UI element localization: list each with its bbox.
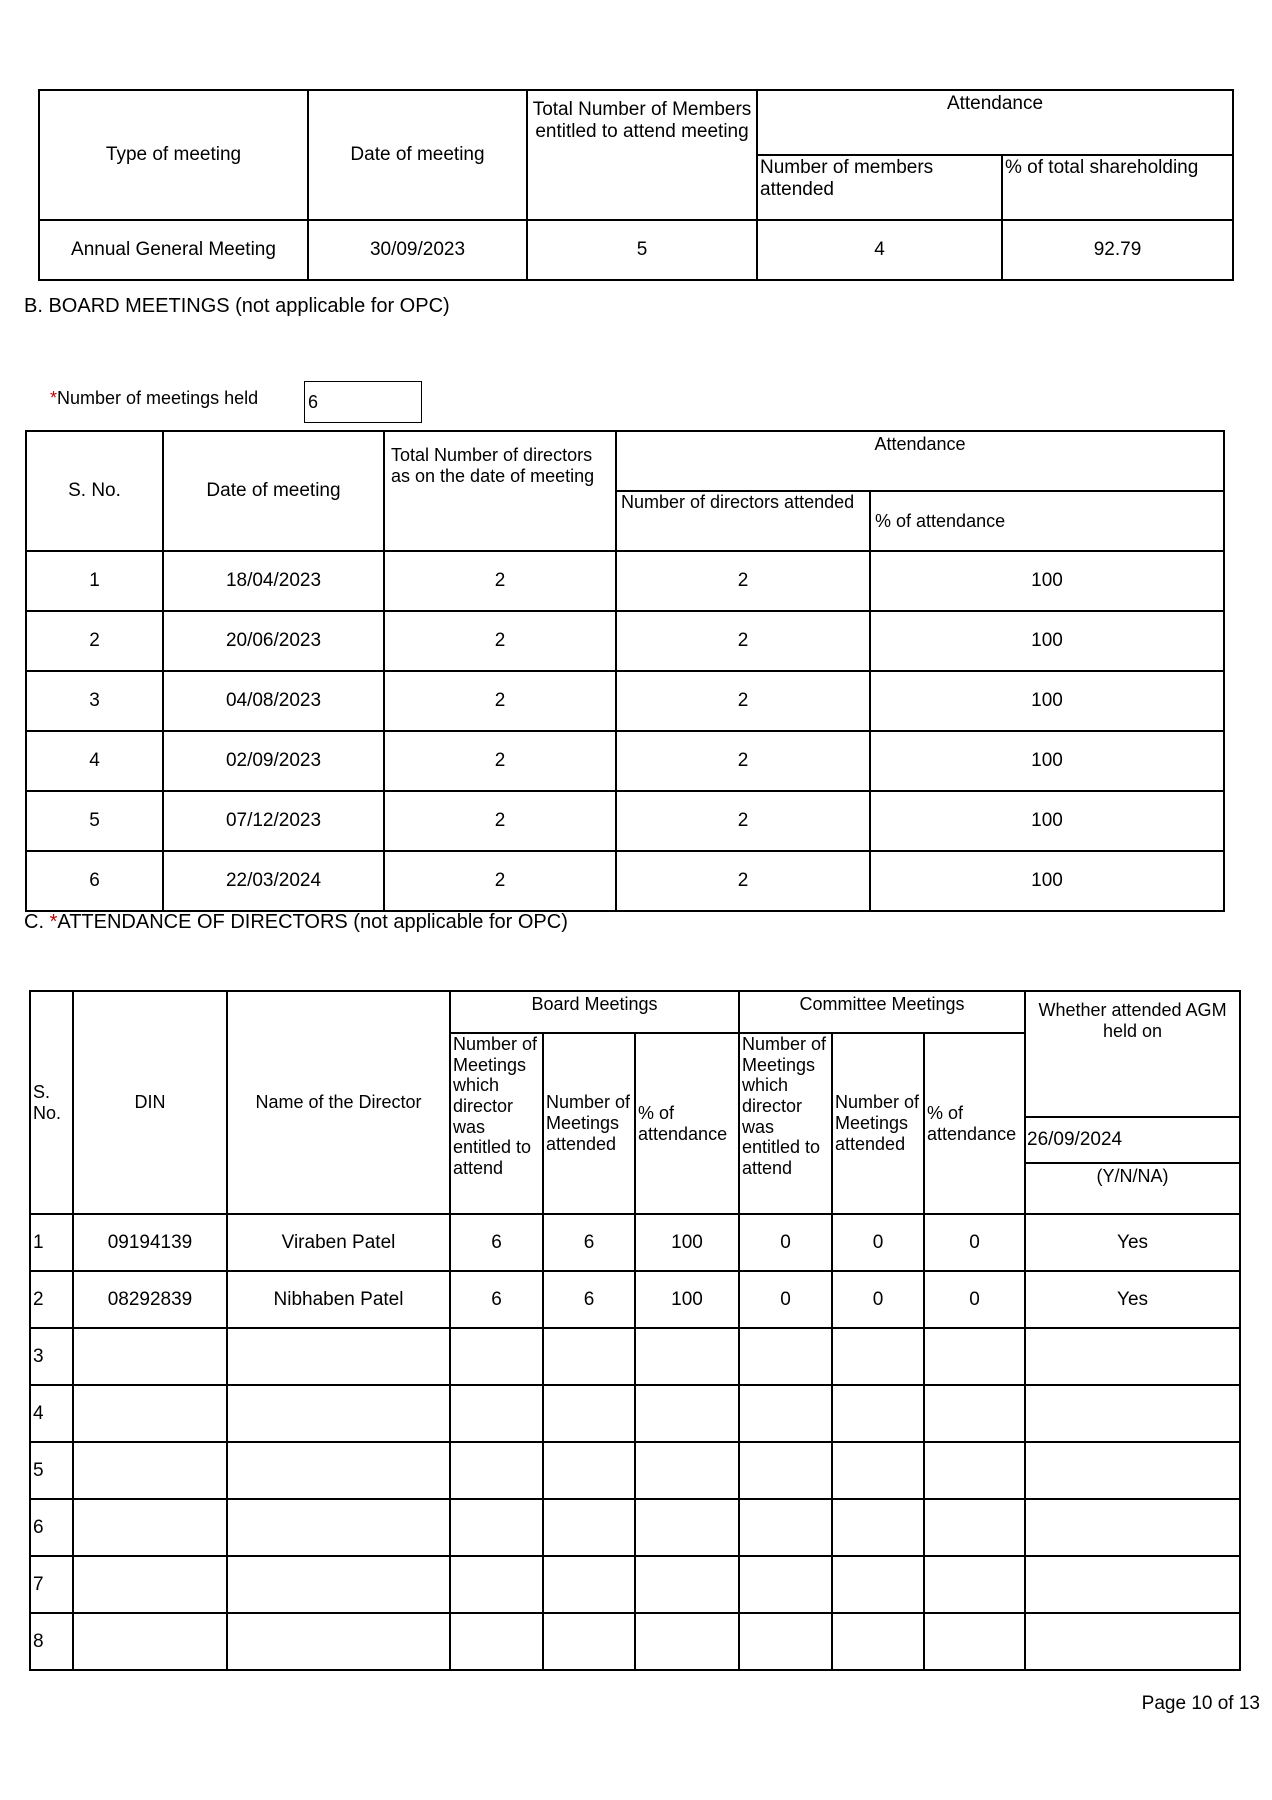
board-entitled-cell [450,1613,543,1670]
date-cell: 18/04/2023 [163,551,384,611]
committee-entitled-cell: 0 [739,1214,832,1271]
attended-cell: 2 [616,791,870,851]
board-pct-cell: 100 [635,1271,739,1328]
committee-pct-cell [924,1328,1025,1385]
sno-cell: 1 [26,551,163,611]
committee-attended-cell [832,1442,924,1499]
directors-attendance-table [29,990,1241,1671]
board-pct-cell [635,1442,739,1499]
required-mark: * [49,911,58,933]
sno-cell: 3 [26,671,163,731]
committee-pct-cell [924,1613,1025,1670]
agm-attended-cell [1025,1442,1240,1499]
header-shareholding: % of total shareholding [1002,155,1233,220]
pct-cell: 100 [870,851,1224,911]
table-row [26,731,1224,791]
header-date-of-meeting: Date of meeting [308,90,527,220]
board-attended-cell: 6 [543,1214,635,1271]
din-cell: 08292839 [73,1271,227,1328]
pct-cell: 100 [870,671,1224,731]
board-attended-cell [543,1499,635,1556]
date-cell: 04/08/2023 [163,671,384,731]
table-row [30,1499,1240,1556]
committee-pct-cell [924,1442,1025,1499]
date-cell: 22/03/2024 [163,851,384,911]
board-attended-cell: 6 [543,1271,635,1328]
table-row [30,1328,1240,1385]
header-board-attended: Number of Meetings attended [543,1033,635,1214]
table-row [26,851,1224,911]
section-prefix: C. [24,911,50,933]
director-name-cell [227,1442,450,1499]
directors-attendance-title [24,911,568,934]
board-meetings-table [25,430,1225,912]
committee-pct-cell [924,1499,1025,1556]
attended-cell: 2 [616,731,870,791]
sno-cell: 6 [30,1499,73,1556]
board-attended-cell [543,1328,635,1385]
board-meetings-title: B. BOARD MEETINGS (not applicable for OPC) [24,295,450,317]
header-total-directors: Total Number of directors as on the date of meeting [384,431,616,551]
agm-date: 26/09/2024 [1026,1118,1239,1164]
director-name-cell [227,1499,450,1556]
agm-attended-cell: Yes [1025,1271,1240,1328]
members-attended-cell: 4 [757,220,1002,280]
din-cell [73,1499,227,1556]
table-row [30,1385,1240,1442]
din-cell [73,1328,227,1385]
board-entitled-cell [450,1442,543,1499]
table-row [30,1556,1240,1613]
header-board-entitled: Number of Meetings which director was entitled to attend [450,1033,543,1214]
total-cell: 2 [384,611,616,671]
board-pct-cell: 100 [635,1214,739,1271]
director-name-cell [227,1328,450,1385]
table-row [26,671,1224,731]
sno-cell: 2 [26,611,163,671]
section-title-text: ATTENDANCE OF DIRECTORS (not applicable for OPC) [57,911,568,933]
sno-cell: 2 [30,1271,73,1328]
table-row [26,791,1224,851]
header-board-pct: % of attendance [635,1033,739,1214]
din-cell [73,1442,227,1499]
din-cell [73,1613,227,1670]
agm-attended-cell: Yes [1025,1214,1240,1271]
header-director-name: Name of the Director [227,991,450,1214]
sno-cell: 8 [30,1613,73,1670]
table-row [26,551,1224,611]
header-date-of-meeting: Date of meeting [163,431,384,551]
committee-attended-cell: 0 [832,1214,924,1271]
agm-attended-cell [1025,1328,1240,1385]
members-meeting-table [38,89,1234,281]
date-cell: 02/09/2023 [163,731,384,791]
board-pct-cell [635,1328,739,1385]
pct-cell: 100 [870,611,1224,671]
committee-pct-cell [924,1385,1025,1442]
committee-attended-cell [832,1613,924,1670]
header-agm: Whether attended AGM held on [1025,991,1240,1117]
board-entitled-cell [450,1499,543,1556]
sno-cell: 6 [26,851,163,911]
header-sno: S. No. [26,431,163,551]
total-cell: 2 [384,731,616,791]
board-attended-cell [543,1442,635,1499]
committee-attended-cell: 0 [832,1271,924,1328]
board-entitled-cell: 6 [450,1214,543,1271]
sno-cell: 3 [30,1328,73,1385]
agm-date-cell [1025,1117,1240,1214]
sno-cell: 5 [26,791,163,851]
total-cell: 2 [384,851,616,911]
shareholding-cell: 92.79 [1002,220,1233,280]
header-attendance: Attendance [757,90,1233,155]
table-row [30,1442,1240,1499]
required-mark: * [50,388,58,408]
meetings-held-field[interactable]: 6 [304,381,422,423]
committee-pct-cell [924,1556,1025,1613]
attended-cell: 2 [616,851,870,911]
din-cell [73,1556,227,1613]
din-cell [73,1385,227,1442]
committee-entitled-cell [739,1442,832,1499]
agm-options: (Y/N/NA) [1096,1166,1169,1186]
sno-cell: 5 [30,1442,73,1499]
committee-attended-cell [832,1328,924,1385]
committee-entitled-cell [739,1499,832,1556]
pct-cell: 100 [870,791,1224,851]
header-attendance: Attendance [616,431,1224,491]
meeting-type-cell: Annual General Meeting [39,220,308,280]
total-cell: 2 [384,671,616,731]
header-committee-meetings: Committee Meetings [739,991,1025,1033]
committee-entitled-cell: 0 [739,1271,832,1328]
director-name-cell: Viraben Patel [227,1214,450,1271]
table-row [26,611,1224,671]
director-name-cell: Nibhaben Patel [227,1271,450,1328]
committee-entitled-cell [739,1613,832,1670]
committee-pct-cell: 0 [924,1214,1025,1271]
page-number: Page 10 of 13 [1141,1693,1260,1714]
committee-attended-cell [832,1385,924,1442]
date-cell: 07/12/2023 [163,791,384,851]
header-directors-attended: Number of directors attended [616,491,870,551]
board-pct-cell [635,1385,739,1442]
board-attended-cell [543,1556,635,1613]
board-attended-cell [543,1613,635,1670]
header-members-attended: Number of members attended [757,155,1002,220]
board-entitled-cell: 6 [450,1271,543,1328]
sno-cell: 4 [26,731,163,791]
header-sno: S. No. [30,991,73,1214]
board-pct-cell [635,1499,739,1556]
director-name-cell [227,1556,450,1613]
committee-attended-cell [832,1556,924,1613]
committee-entitled-cell [739,1385,832,1442]
meetings-held-label-text: Number of meetings held [57,388,259,408]
header-type-of-meeting: Type of meeting [39,90,308,220]
table-row [39,220,1233,280]
board-attended-cell [543,1385,635,1442]
header-pct-attendance: % of attendance [870,491,1224,551]
header-committee-entitled: Number of Meetings which director was entitled to attend [739,1033,832,1214]
attended-cell: 2 [616,671,870,731]
meeting-date-cell: 30/09/2023 [308,220,527,280]
committee-entitled-cell [739,1556,832,1613]
header-committee-attended: Number of Meetings attended [832,1033,924,1214]
agm-attended-cell [1025,1556,1240,1613]
committee-attended-cell [832,1499,924,1556]
header-total-members: Total Number of Members entitled to attend meeting [527,90,757,220]
header-committee-pct: % of attendance [924,1033,1025,1214]
agm-attended-cell [1025,1385,1240,1442]
board-pct-cell [635,1556,739,1613]
date-cell: 20/06/2023 [163,611,384,671]
din-cell: 09194139 [73,1214,227,1271]
sno-cell: 1 [30,1214,73,1271]
board-entitled-cell [450,1385,543,1442]
total-cell: 2 [384,551,616,611]
total-cell: 2 [384,791,616,851]
header-din: DIN [73,991,227,1214]
committee-entitled-cell [739,1328,832,1385]
table-row [30,1271,1240,1328]
meetings-held-label [50,388,258,409]
members-total-cell: 5 [527,220,757,280]
sno-cell: 7 [30,1556,73,1613]
board-entitled-cell [450,1328,543,1385]
board-pct-cell [635,1613,739,1670]
attended-cell: 2 [616,611,870,671]
table-row [30,1613,1240,1670]
director-name-cell [227,1385,450,1442]
header-board-meetings: Board Meetings [450,991,739,1033]
director-name-cell [227,1613,450,1670]
agm-attended-cell [1025,1613,1240,1670]
attended-cell: 2 [616,551,870,611]
sno-cell: 4 [30,1385,73,1442]
pct-cell: 100 [870,731,1224,791]
board-entitled-cell [450,1556,543,1613]
committee-pct-cell: 0 [924,1271,1025,1328]
table-row [30,1214,1240,1271]
agm-attended-cell [1025,1499,1240,1556]
pct-cell: 100 [870,551,1224,611]
